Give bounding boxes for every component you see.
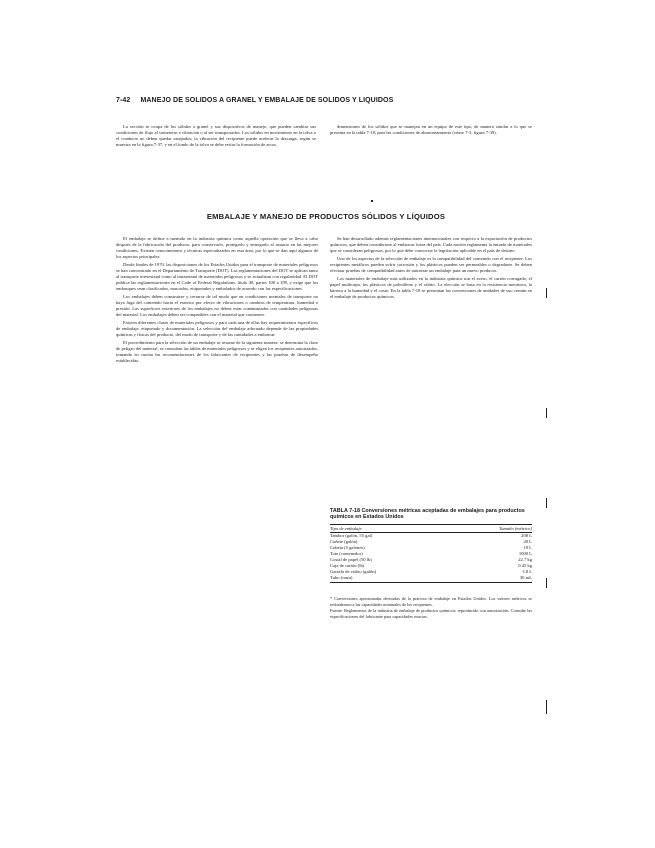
paragraph: Se han desarrollado además reglamentaciones internacionales con respecto a la exportación de productos químicos, que deben considerarse al embarcar fuera del país. Cada nación reglamenta la entrada de materiales que se consideran peligrosos, por lo que debe conocerse la legislación aplicable en el país de destino. <box>330 236 532 253</box>
table-caption: TABLA 7-18 Conversiones métricas aceptadas de embalajes para productos químicos en Estados Unidos <box>330 508 525 521</box>
margin-mark <box>371 200 373 202</box>
table-bottom-rule <box>330 582 532 583</box>
table-cell: Tambor (galón, 55 gal) <box>330 533 373 538</box>
footnote: * Conversiones aproximadas derivadas de la práctica de embalaje en Estados Unidos. Los valores métricos se redondearon a las capacidades nominales de los recipientes. <box>330 596 532 607</box>
paragraph: Los embalajes deben construirse y cerrarse de tal modo que en condiciones normales de transporte no haya fuga del contenido hacia el exterior por efecto de vibraciones o cambios de temperatura, humedad o presión. Las superficies exteriores de los embalajes no deben estar contaminadas con cantidades peligrosas del material. Los embalajes deben ser compatibles con el material que contienen. <box>116 294 318 317</box>
table-cell: 30 mL <box>519 575 532 580</box>
table-cell: 22.7 kg <box>518 557 532 562</box>
margin-mark <box>546 288 547 298</box>
paragraph: Los materiales de embalaje más utilizados en la industria química son el acero, el cartón corrugado, el papel multicapa, los plásticos de polietileno y el vidrio. La elección se basa en la resistencia mecánica, la barrera a la humedad y el costo. En la tabla 7-18 se presentan las conversiones de unidades de uso común en el embalaje de productos químicos. <box>330 276 532 299</box>
margin-mark <box>546 700 547 714</box>
paragraph: El embalaje se define a menudo en la industria química como aquella operación que se lleva a cabo después de la fabricación del producto, para conservarlo, protegerlo y entregarlo al usuario en las mejores condiciones. Existen conocimientos y técnicas especializados en esta área, por lo que se dan aquí algunos de los aspectos principales. <box>116 236 318 259</box>
paragraph: Existen diferentes clases de materiales peligrosos y para cada una de ellas hay requerimientos específicos de embalaje, etiquetado y documentación. La selección del embalaje adecuado depende de las propiedades químicas y físicas del producto, del modo de transporte y de las cantidades a embarcar. <box>116 320 318 337</box>
table-cell: 3.8 L <box>522 569 532 574</box>
footnote: Fuente: Reglamentos de la industria de embalaje de productos químicos; reproducido con autorización. Consulte las especificaciones del fabricante para capacidades exactas. <box>330 608 532 619</box>
top-left-column <box>116 124 316 190</box>
running-title: MANEJO DE SÓLIDOS A GRANEL Y EMBALAJE DE SÓLIDOS Y LÍQUIDOS <box>140 97 394 104</box>
table-cell: 0.45 kg <box>518 563 532 568</box>
margin-mark <box>546 408 547 418</box>
paragraph: dimensiones de los sólidos que se manejan en un equipo de este tipo, de manera similar a lo que se presenta en la tabla 7-18, para las condiciones de almacenamiento (véase 7-3, figura 7-39). <box>330 124 532 135</box>
table-cell: Cubeta (5 galones) <box>330 545 365 550</box>
table-row <box>330 575 532 581</box>
table-notes <box>330 596 532 644</box>
column-header: Tipo de embalaje <box>330 526 362 531</box>
table-cell: 208 L <box>521 533 532 538</box>
table-cell: Costal de papel (50 lb) <box>330 557 372 562</box>
table-cell: Garrafa de vidrio (galón) <box>330 569 377 574</box>
main-right-column <box>330 236 532 500</box>
column-header: Tamaño (métrico) <box>499 526 532 531</box>
table-cell: Tubo (onza) <box>330 575 353 580</box>
main-left-column <box>116 236 318 748</box>
conversion-table <box>330 524 532 583</box>
running-header <box>116 97 536 104</box>
table-cell: Cuñete (galón) <box>330 539 358 544</box>
table-cell: 19 L <box>523 545 532 550</box>
page-number: 7-42 <box>116 97 131 104</box>
table-cell: 20 L <box>523 539 532 544</box>
margin-mark <box>546 578 547 588</box>
paragraph: El procedimiento para la selección de un embalaje se resume de la siguiente manera: se determina la clase de peligro del material, se consultan las tablas de materiales peligrosos y se eligen los recipientes autorizados, tomando en cuenta las recomendaciones de los fabricantes de recipientes y las pruebas de desempeño establecidas. <box>116 340 318 363</box>
table-header <box>330 524 532 533</box>
section-title: EMBALAJE Y MANEJO DE PRODUCTOS SÓLIDOS Y LÍQUIDOS <box>206 212 446 221</box>
margin-mark <box>546 498 547 508</box>
top-right-column <box>330 124 532 190</box>
table-cell: 1000 L <box>518 551 532 556</box>
table-cell: Caja de cartón (lb) <box>330 563 365 568</box>
paragraph: Uno de los aspectos de la selección de embalaje es la compatibilidad del contenido con el recipiente. Los recipientes metálicos pueden sufrir corrosión y los plásticos pueden ser permeables o degradarse. Se deben efectuar pruebas de compatibilidad antes de autorizar un embalaje para un nuevo producto. <box>330 256 532 273</box>
paragraph: Desde finales de 1970, las disposiciones de los Estados Unidos para el transporte de materiales peligrosos se han concentrado en el Departamento de Transporte (DOT). Las reglamentaciones del DOT se aplican tanto al transporte interestatal como al intraestatal de materiales peligrosos y se actualizan con regularidad. El DOT publica las reglamentaciones en el Code of Federal Regulations, título 49, partes 100 a 199, y exige que los embarques sean clasificados, marcados, etiquetados y embalados de acuerdo con las especificaciones. <box>116 262 318 291</box>
table-cell: Tote (contenedor) <box>330 551 363 556</box>
paragraph: La sección se ocupa de los sólidos a granel y sus dispositivos de manejo, que pueden cambiar sus condiciones de flujo al someterse a vibración o al ser transportados. Los sólidos en movimiento en la tolva o el conducto no deben quedar atrapados; la vibración del recipiente puede acelerar la descarga, según se muestra en la figura 7-37, y en el fondo de la tolva se debe evitar la formación de arcos. <box>116 124 316 147</box>
